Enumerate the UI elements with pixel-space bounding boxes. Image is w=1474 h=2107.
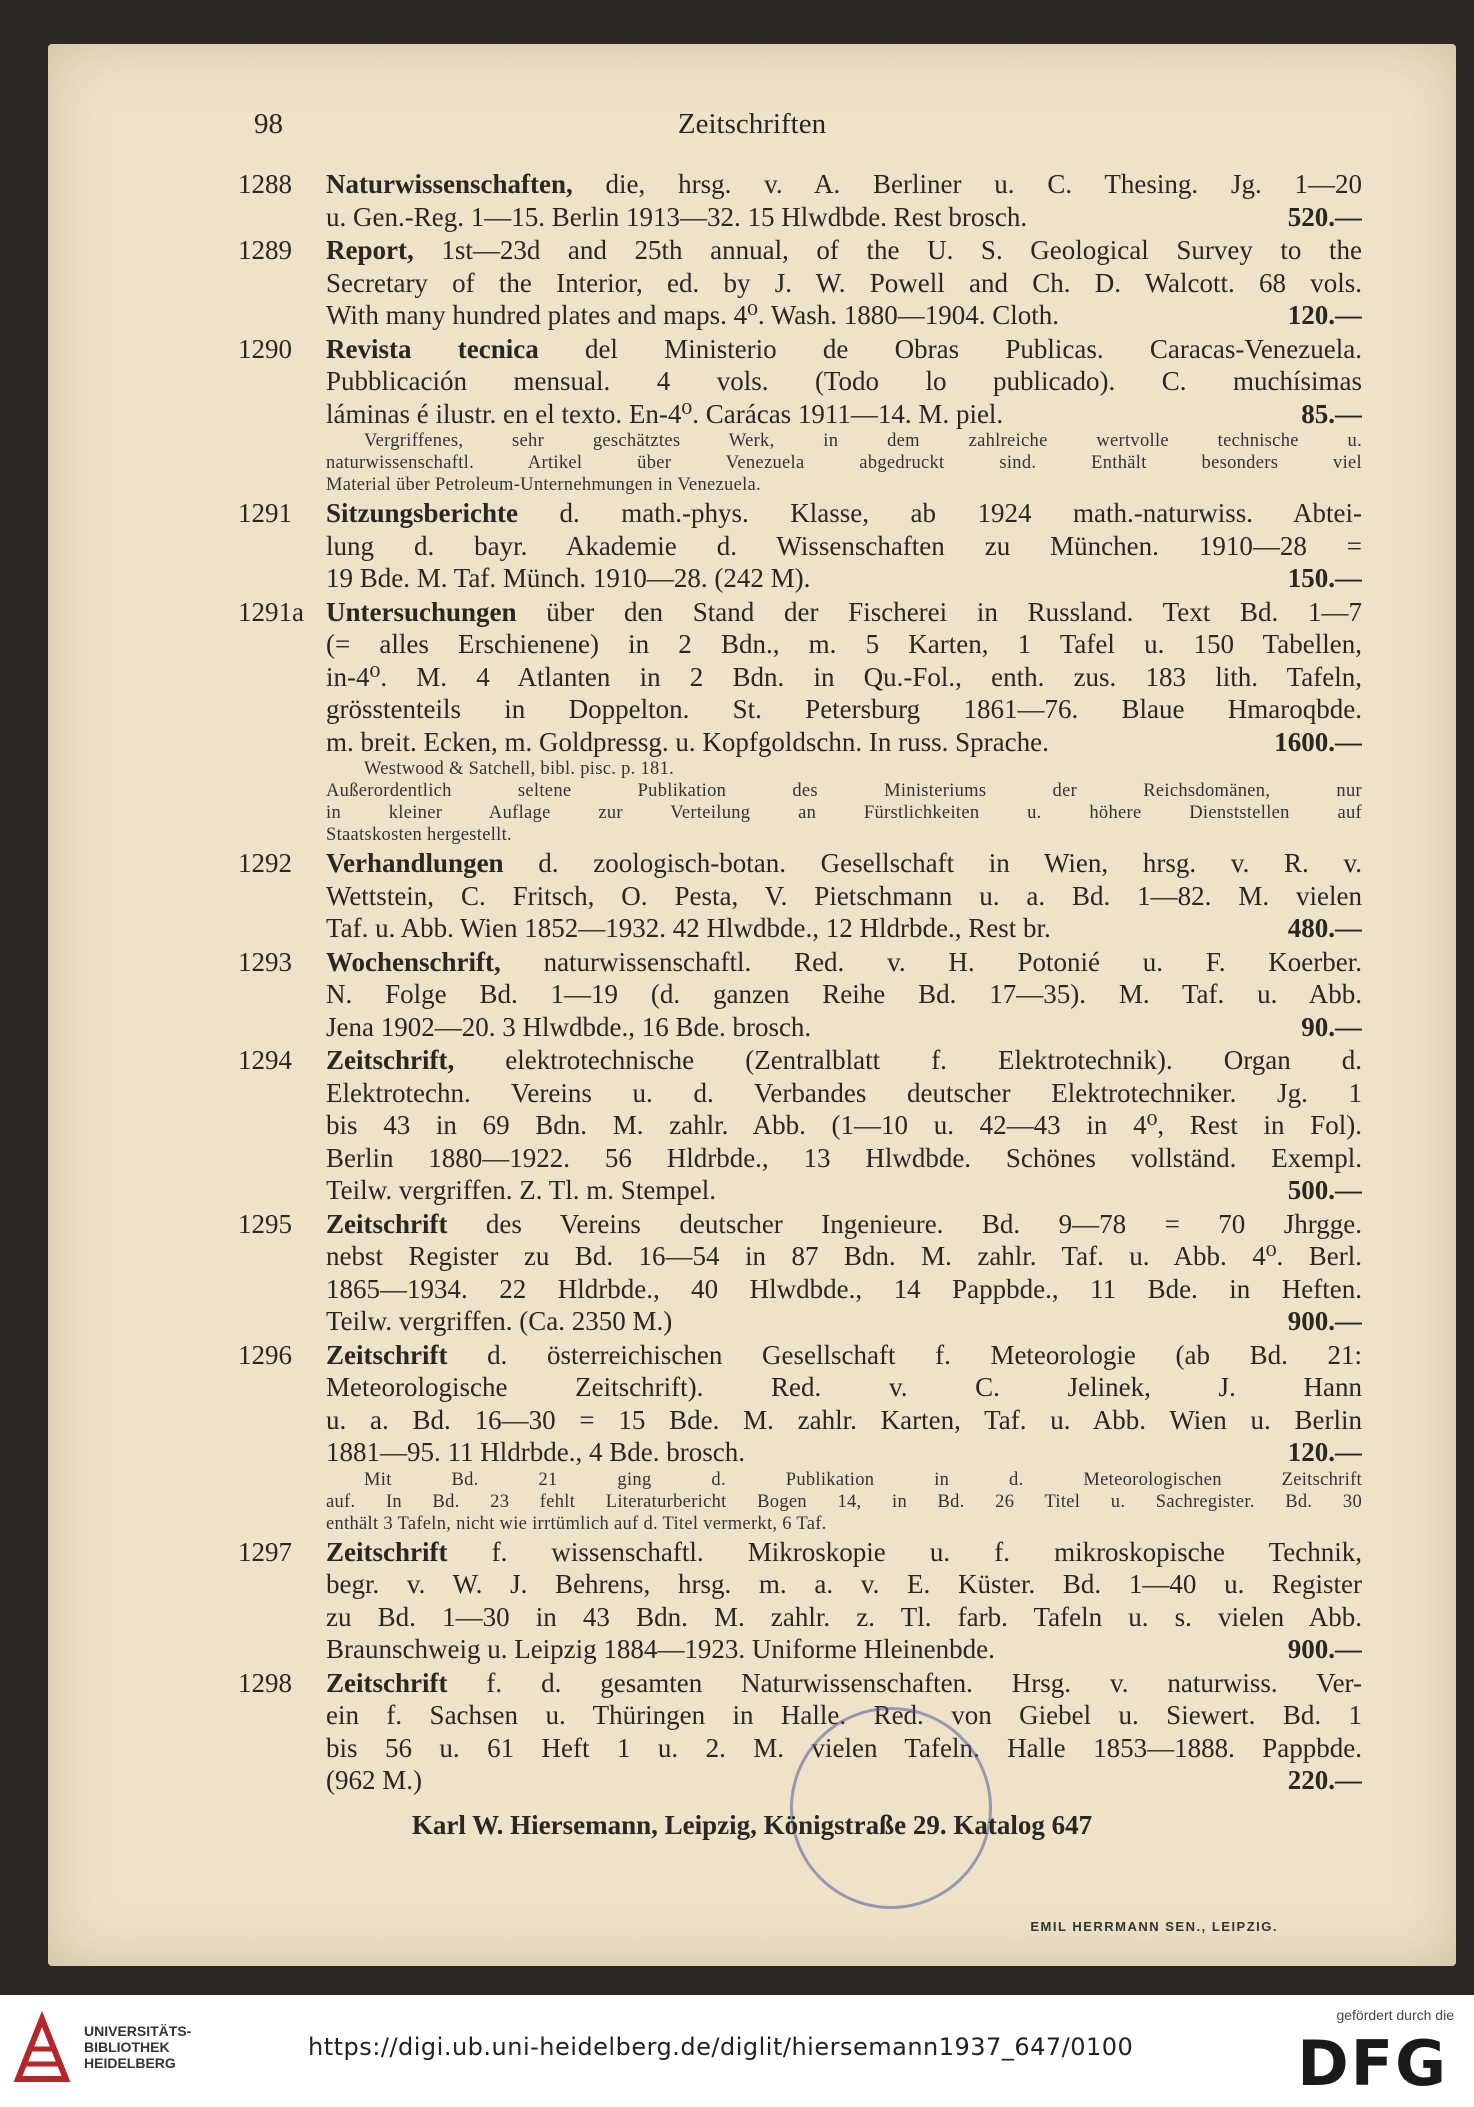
entry-text: zu Bd. 1—30 in 43 Bdn. M. zahlr. z. Tl. farb. Tafeln u. s. vielen Abb. — [326, 1601, 1362, 1632]
entry-text: d. zoologisch-botan. Gesellschaft in Wien, hrsg. v. R. v. — [503, 848, 1362, 878]
entry-price: 520.— — [1287, 201, 1362, 232]
entry-text: 1865—1934. 22 Hldrbde., 40 Hlwdbde., 14 Pappbde., 11 Bde. in Heften. — [326, 1273, 1362, 1304]
entry-note: Staatskosten hergestellt. — [326, 825, 512, 845]
entry-note: Außerordentlich seltene Publikation des Ministeriums der Reichsdomänen, nur — [326, 781, 1362, 801]
entry-text: begr. v. W. J. Behrens, hrsg. m. a. v. E. Küster. Bd. 1—40 u. Register — [326, 1569, 1362, 1599]
entry-headword: Naturwissenschaften, — [326, 169, 573, 199]
entry-line — [326, 1568, 1362, 1601]
entry-line — [326, 1142, 1362, 1175]
entry-line — [326, 1109, 1362, 1142]
entry-line — [326, 1436, 1362, 1469]
entry-text: d. math.-phys. Klasse, ab 1924 math.-naturwiss. Abtei- — [518, 498, 1362, 528]
entry-line — [326, 1667, 1362, 1700]
entry-text: (= alles Erschienene) in 2 Bdn., m. 5 Karten, 1 Tafel u. 150 Tabellen, — [326, 629, 1362, 659]
library-name-line: BIBLIOTHEK — [84, 2039, 170, 2055]
entry-line — [326, 267, 1362, 300]
entry-text: die, hrsg. v. A. Berliner u. C. Thesing. Jg. 1—20 — [572, 169, 1362, 199]
entry-text: (962 M.) — [326, 1765, 422, 1795]
entry-line — [326, 1174, 1362, 1207]
entry-text: über den Stand der Fischerei in Russland. Text Bd. 1—7 — [516, 596, 1362, 627]
entry-text: elektrotechnische (Zentralblatt f. Elektrotechnik). Organ d. — [454, 1045, 1362, 1075]
entry-text: Elektrotechn. Vereins u. d. Verbandes deutscher Elektrotechniker. Jg. 1 — [326, 1077, 1362, 1108]
entry-text: del Ministerio de Obras Publicas. Caracas-Venezuela. — [538, 333, 1362, 364]
entry-line — [326, 912, 1362, 945]
entry-text: lung d. bayr. Akademie d. Wissenschaften zu München. 1910—28 = — [326, 530, 1362, 561]
entry-line — [326, 530, 1362, 563]
entry-line — [326, 1208, 1362, 1241]
entry-headword: Sitzungsberichte — [326, 498, 518, 528]
entry-headword: Zeitschrift — [326, 1667, 448, 1698]
entry-text: With many hundred plates and maps. 4⁰. Wash. 1880—1904. Cloth. — [326, 300, 1059, 330]
library-name[interactable] — [84, 2023, 191, 2071]
page-url[interactable]: https://digi.ub.uni-heidelberg.de/diglit/hiersemann1937_647/0100 — [308, 2033, 1134, 2061]
page-header — [48, 108, 1456, 158]
entry-line — [326, 333, 1362, 366]
entry-line — [326, 1601, 1362, 1634]
entry-price: 480.— — [1287, 913, 1362, 943]
catalog-entry — [238, 168, 1362, 233]
entry-headword: Report, — [326, 235, 414, 265]
entry-number: 1292 — [238, 848, 292, 878]
entry-text: láminas é ilustr. en el texto. En-4⁰. Carácas 1911—14. M. piel. — [326, 398, 1004, 429]
entry-line — [326, 562, 1362, 595]
entry-headword: Zeitschrift — [326, 1339, 448, 1370]
entry-line — [326, 1339, 1362, 1372]
entry-headword: Revista tecnica — [326, 333, 539, 364]
entry-text: f. d. gesamten Naturwissenschaften. Hrsg. v. naturwiss. Ver- — [447, 1667, 1362, 1698]
entry-line — [326, 693, 1362, 726]
entry-text: d. österreichischen Gesellschaft f. Meteorologie (ab Bd. 21: — [447, 1339, 1362, 1370]
entry-headword: Wochenschrift, — [326, 946, 501, 977]
entry-line — [326, 661, 1362, 694]
entry-price: 90.— — [1301, 1011, 1362, 1042]
entry-price: 120.— — [1287, 1437, 1362, 1467]
entry-headword: Zeitschrift, — [326, 1045, 455, 1075]
entry-number: 1296 — [238, 1339, 292, 1370]
entry-number: 1288 — [238, 169, 292, 199]
viewer-footer-bar — [0, 1995, 1474, 2107]
entry-number: 1298 — [238, 1667, 292, 1698]
entry-text: ein f. Sachsen u. Thüringen in Halle. Red. von Giebel u. Siewert. Bd. 1 — [326, 1700, 1362, 1730]
entry-price: 500.— — [1287, 1175, 1362, 1205]
entry-line — [326, 946, 1362, 979]
entry-text: 1st—23d and 25th annual, of the U. S. Geological Survey to the — [413, 235, 1362, 265]
entry-headword: Untersuchungen — [326, 596, 517, 627]
catalog-entry — [238, 946, 1362, 1044]
entry-number: 1291a — [238, 596, 304, 627]
catalog-entry — [238, 333, 1362, 497]
entry-line — [326, 978, 1362, 1011]
entry-line — [326, 1536, 1362, 1569]
entry-line — [326, 596, 1362, 629]
entry-text: grösstenteils in Doppelton. St. Petersburg 1861—76. Blaue Hmaroqbde. — [326, 694, 1362, 724]
entry-note: enthält 3 Tafeln, nicht wie irrtümlich auf d. Titel vermerkt, 6 Taf. — [326, 1513, 827, 1534]
entry-line — [326, 1077, 1362, 1110]
library-name-line: HEIDELBERG — [84, 2055, 176, 2071]
entry-text: Jena 1902—20. 3 Hlwdbde., 16 Bde. brosch. — [326, 1011, 812, 1042]
catalog-entry — [238, 1208, 1362, 1338]
entry-note: in kleiner Auflage zur Verteilung an Fürstlichkeiten u. höhere Dienststellen auf — [326, 803, 1362, 823]
entry-line — [326, 168, 1362, 201]
entry-text: u. a. Bd. 16—30 = 15 Bde. M. zahlr. Karten, Taf. u. Abb. Wien u. Berlin — [326, 1404, 1362, 1435]
entry-line — [326, 726, 1362, 759]
catalog-page — [48, 44, 1456, 1966]
catalog-entry — [238, 234, 1362, 332]
entry-text: u. Gen.-Reg. 1—15. Berlin 1913—32. 15 Hlwdbde. Rest brosch. — [326, 201, 1028, 232]
entry-text: bis 56 u. 61 Heft 1 u. 2. M. vielen Tafeln. Halle 1853—1888. Pappbde. — [326, 1732, 1362, 1763]
entry-price: 1600.— — [1274, 726, 1362, 757]
entry-note: Westwood & Satchell, bibl. pisc. p. 181. — [364, 759, 675, 779]
catalog-entry — [238, 497, 1362, 595]
page-number: 98 — [254, 108, 283, 140]
funding-label: gefördert durch die — [1336, 2007, 1454, 2023]
publisher-footer: Karl W. Hiersemann, Leipzig, Königstraße 29. Katalog 647 — [411, 1810, 1093, 1840]
entry-text: f. wissenschaftl. Mikroskopie u. f. mikroskopische Technik, — [447, 1536, 1362, 1567]
entry-line — [326, 628, 1362, 661]
entry-headword: Zeitschrift — [326, 1208, 448, 1239]
entry-text: Teilw. vergriffen. Z. Tl. m. Stempel. — [326, 1175, 717, 1205]
catalog-entry — [238, 847, 1362, 945]
entry-note: naturwissenschaftl. Artikel über Venezuela abgedruckt sind. Enthält besonders viel — [326, 453, 1362, 473]
entry-text: Meteorologische Zeitschrift). Red. v. C. Jelinek, J. Hann — [326, 1372, 1362, 1402]
entry-text: Pubblicación mensual. 4 vols. (Todo lo publicado). C. muchísimas — [326, 366, 1362, 396]
entry-price: 900.— — [1287, 1634, 1362, 1664]
entry-headword: Zeitschrift — [326, 1536, 448, 1567]
entry-line — [326, 1633, 1362, 1666]
entry-line — [326, 1305, 1362, 1338]
entry-number: 1297 — [238, 1536, 292, 1567]
printer-imprint: EMIL HERRMANN SEN., LEIPZIG. — [1030, 1919, 1278, 1934]
catalog-entry — [238, 1536, 1362, 1666]
entry-price: 220.— — [1287, 1765, 1362, 1795]
page-title: Zeitschriften — [677, 108, 827, 140]
entry-note: auf. In Bd. 23 fehlt Literaturbericht Bogen 14, in Bd. 26 Titel u. Sachregister. Bd. 30 — [326, 1491, 1362, 1512]
entry-text: Wettstein, C. Fritsch, O. Pesta, V. Pietschmann u. a. Bd. 1—82. M. vielen — [326, 880, 1362, 911]
entry-number: 1293 — [238, 946, 292, 977]
entry-text: N. Folge Bd. 1—19 (d. ganzen Reihe Bd. 17—35). M. Taf. u. Abb. — [326, 979, 1362, 1009]
entry-text: nebst Register zu Bd. 16—54 in 87 Bdn. M. zahlr. Taf. u. Abb. 4⁰. Berl. — [326, 1241, 1362, 1271]
entry-number: 1294 — [238, 1045, 292, 1075]
entry-price: 85.— — [1301, 398, 1362, 429]
entry-line — [326, 365, 1362, 398]
entry-text: Teilw. vergriffen. (Ca. 2350 M.) — [326, 1306, 673, 1336]
entry-number: 1290 — [238, 333, 292, 364]
entry-number: 1291 — [238, 498, 292, 528]
catalog-entries — [238, 168, 1362, 1798]
entry-line — [326, 1371, 1362, 1404]
entry-note: Vergriffenes, sehr geschätztes Werk, in dem zahlreiche wertvolle technische u. — [364, 431, 1362, 451]
entry-text: 1881—95. 11 Hldrbde., 4 Bde. brosch. — [326, 1437, 745, 1467]
entry-price: 900.— — [1287, 1306, 1362, 1336]
entry-number: 1295 — [238, 1208, 292, 1239]
entry-text: Taf. u. Abb. Wien 1852—1932. 42 Hlwdbde., 12 Hldrbde., Rest br. — [326, 913, 1051, 943]
entry-text: Secretary of the Interior, ed. by J. W. Powell and Ch. D. Walcott. 68 vols. — [326, 267, 1362, 298]
entry-line — [326, 1240, 1362, 1273]
entry-line — [326, 1011, 1362, 1044]
entry-text: in-4⁰. M. 4 Atlanten in 2 Bdn. in Qu.-Fol., enth. zus. 183 lith. Tafeln, — [326, 661, 1362, 692]
catalog-entry — [238, 1044, 1362, 1207]
entry-line — [326, 880, 1362, 913]
entry-text: bis 43 in 69 Bdn. M. zahlr. Abb. (1—10 u. 42—43 in 4⁰, Rest in Fol). — [326, 1110, 1362, 1140]
entry-line — [326, 497, 1362, 530]
entry-text: Berlin 1880—1922. 56 Hldrbde., 13 Hlwdbde. Schönes vollständ. Exempl. — [326, 1142, 1362, 1173]
entry-line — [326, 299, 1362, 332]
catalog-entry — [238, 1339, 1362, 1535]
entry-note: Mit Bd. 21 ging d. Publikation in d. Meteorologischen Zeitschrift — [364, 1469, 1362, 1490]
entry-text: m. breit. Ecken, m. Goldpressg. u. Kopfgoldschn. In russ. Sprache. — [326, 726, 1049, 757]
library-seal-icon — [10, 2009, 74, 2089]
entry-line — [326, 1044, 1362, 1077]
library-name-line: UNIVERSITÄTS- — [84, 2023, 192, 2039]
entry-line — [326, 234, 1362, 267]
entry-number: 1289 — [238, 235, 292, 265]
entry-price: 150.— — [1287, 563, 1362, 593]
dfg-logo[interactable]: DFG — [1297, 2027, 1448, 2100]
entry-line — [326, 398, 1362, 431]
library-stamp — [790, 1707, 992, 1909]
entry-line — [326, 1404, 1362, 1437]
entry-text: des Vereins deutscher Ingenieure. Bd. 9—78 = 70 Jhrgge. — [447, 1208, 1362, 1239]
entry-note: Material über Petroleum-Unternehmungen in Venezuela. — [326, 475, 761, 495]
entry-line — [326, 201, 1362, 234]
entry-text: Braunschweig u. Leipzig 1884—1923. Uniforme Hleinenbde. — [326, 1634, 995, 1664]
entry-text: 19 Bde. M. Taf. Münch. 1910—28. (242 M). — [326, 563, 811, 593]
entry-text: naturwissenschaftl. Red. v. H. Potonié u. F. Koerber. — [500, 946, 1362, 977]
entry-headword: Verhandlungen — [326, 848, 504, 878]
entry-line — [326, 1273, 1362, 1306]
catalog-entry — [238, 596, 1362, 847]
entry-line — [326, 847, 1362, 880]
entry-price: 120.— — [1287, 300, 1362, 330]
